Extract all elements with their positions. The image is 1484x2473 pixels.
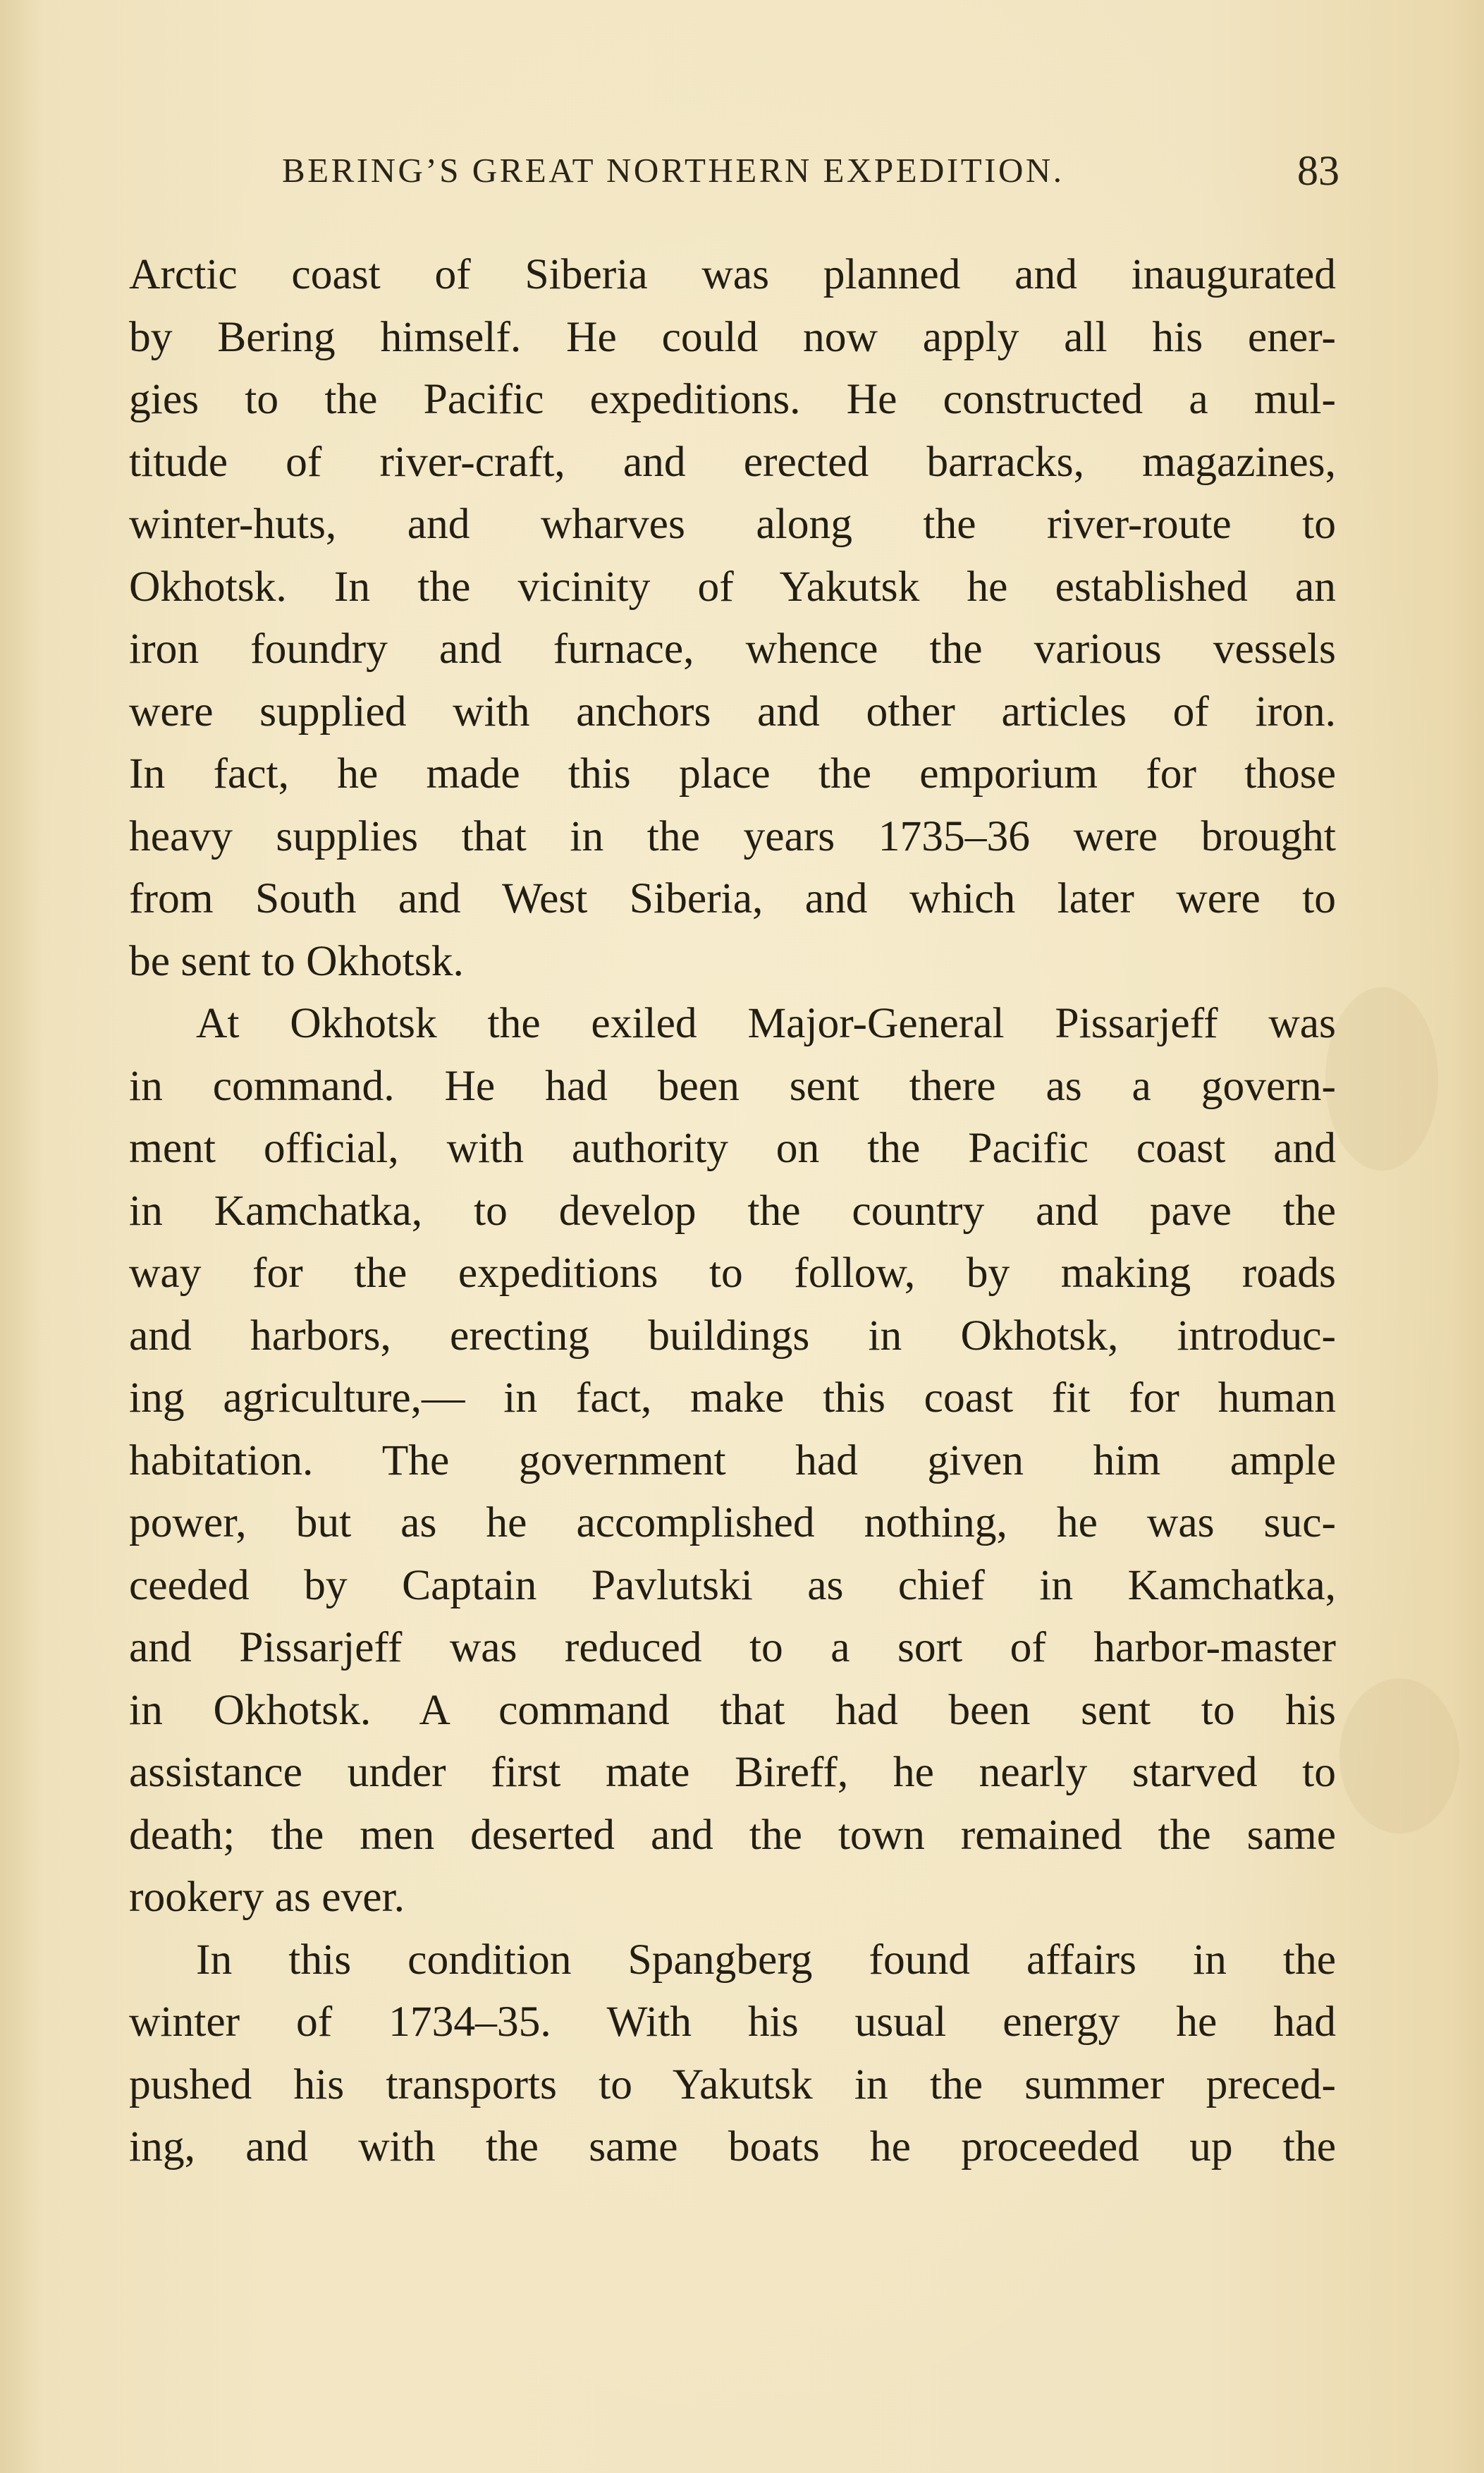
text-line: by Bering himself. He could now apply all his ener- — [129, 312, 1336, 361]
text-line: pushed his transports to Yakutsk in the summer preced- — [129, 2060, 1336, 2108]
text-line: were supplied with anchors and other articles of iron. — [129, 687, 1336, 735]
text-line: rookery as ever. — [129, 1873, 405, 1921]
text-line: winter-huts, and wharves along the river-route to — [129, 500, 1336, 548]
text-line: ceeded by Captain Pavlutski as chief in Kamchatka, — [129, 1561, 1336, 1609]
text-line: ment official, with authority on the Pacific coast and — [129, 1124, 1336, 1172]
text-line: death; the men deserted and the town remained the same — [129, 1810, 1336, 1859]
text-line: At Okhotsk the exiled Major-General Pissarjeff was — [196, 999, 1336, 1047]
running-head: BERING’S GREAT NORTHERN EXPEDITION. — [282, 151, 1065, 190]
text-line: winter of 1734–35. With his usual energy he had — [129, 1998, 1336, 2046]
page-number: 83 — [1297, 147, 1339, 194]
text-line: Okhotsk. In the vicinity of Yakutsk he established an — [129, 562, 1336, 611]
text-line: Arctic coast of Siberia was planned and inaugurated — [129, 250, 1336, 298]
text-line: In fact, he made this place the emporium for those — [129, 750, 1336, 798]
page-header — [282, 139, 1339, 202]
body-text — [129, 243, 1336, 2178]
text-line: habitation. The government had given him ample — [129, 1436, 1336, 1484]
text-line: ing, and with the same boats he proceeded up the — [129, 2123, 1336, 2170]
text-line: in Kamchatka, to develop the country and pave the — [129, 1186, 1336, 1235]
text-line: iron foundry and furnace, whence the various vessels — [129, 625, 1336, 673]
text-line: and Pissarjeff was reduced to a sort of harbor-master — [129, 1623, 1336, 1671]
text-line: way for the expeditions to follow, by making roads — [129, 1249, 1336, 1297]
text-line: In this condition Spangberg found affairs in the — [196, 1935, 1336, 1984]
text-line: gies to the Pacific expeditions. He constructed a mul- — [129, 375, 1336, 423]
text-line: assistance under first mate Bireff, he nearly starved to — [129, 1748, 1336, 1796]
paper-stain — [1339, 1678, 1459, 1833]
text-line: titude of river-craft, and erected barracks, magazines, — [129, 437, 1336, 486]
text-line: ing agriculture,— in fact, make this coast fit for human — [129, 1374, 1336, 1422]
text-line: heavy supplies that in the years 1735–36 were brought — [129, 812, 1336, 860]
text-line: and harbors, erecting buildings in Okhotsk, introduc- — [129, 1311, 1336, 1360]
text-line: in command. He had been sent there as a govern- — [129, 1061, 1336, 1110]
paper-stain — [1325, 987, 1438, 1171]
text-line: from South and West Siberia, and which later were to — [129, 874, 1336, 922]
text-line: in Okhotsk. A command that had been sent to his — [129, 1685, 1336, 1734]
text-line: be sent to Okhotsk. — [129, 936, 464, 985]
text-line: power, but as he accomplished nothing, he was suc- — [129, 1498, 1336, 1546]
